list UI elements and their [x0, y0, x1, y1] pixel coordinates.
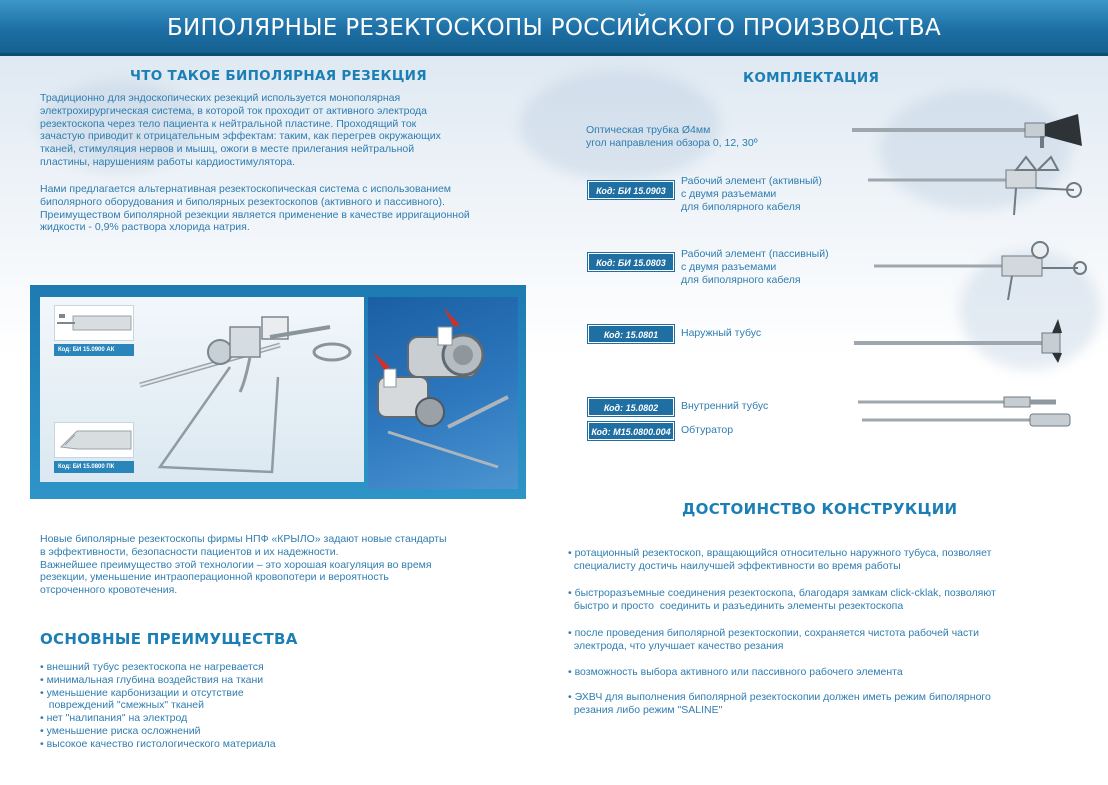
outer-sheath-illustration — [852, 315, 1082, 365]
kit-item-label — [681, 327, 761, 340]
kit-item-label — [681, 400, 768, 413]
kit-item-label — [681, 248, 829, 287]
text-line: Оптическая трубка Ø4мм — [586, 124, 711, 136]
kit-code-badge: Код: БИ 15.0803 — [588, 253, 674, 271]
advantages-heading: ОСНОВНЫЕ ПРЕИМУЩЕСТВА — [40, 630, 298, 648]
closeup-photo — [368, 297, 518, 489]
connector-closeup-illustration — [368, 297, 518, 489]
kit-code-badge: Код: 15.0801 — [588, 325, 674, 343]
what-is-paragraph-1 — [40, 92, 540, 169]
list-item: • уменьшение риска осложнений — [40, 724, 201, 737]
design-item — [568, 547, 1088, 573]
design-item — [568, 666, 1088, 679]
text-line: жидкости - 0,9% раствора хлорида натрия. — [40, 221, 250, 234]
active-element-thumbnail — [55, 306, 133, 340]
text-line: Новые биполярные резектоскопы фирмы НПФ «КРЫЛО» задают новые стандарты — [40, 533, 447, 545]
text-line: Рабочий элемент (активный) — [681, 175, 822, 187]
kit-item-label — [681, 424, 733, 437]
kit-code-badge: Код: 15.0802 — [588, 398, 674, 416]
thumbnail-active — [54, 305, 134, 341]
text-line: пластины, нарушениям работы кардиостимулятора. — [40, 155, 296, 168]
text-line: для биполярного кабеля — [681, 274, 801, 286]
design-item — [568, 627, 1088, 653]
text-line: • быстроразъемные соединения резектоскопа, благодаря замкам click-cklak, позволяют — [568, 587, 996, 599]
text-line: с двумя разъемами — [681, 188, 777, 200]
list-item: • минимальная глубина воздействия на ткани — [40, 673, 264, 686]
text-line: биполярного оборудования и биполярных резектоскопов (активного и пассивного). — [40, 195, 445, 208]
text-line: отсроченного кровотечения. — [40, 584, 178, 597]
what-is-paragraph-2 — [40, 183, 540, 234]
text-line: специалисту достичь наилучшей эффективности во время работы — [568, 559, 901, 572]
text-line: Важнейшее преимущество этой технологии – это хорошая коагуляция во время — [40, 558, 432, 571]
design-heading: ДОСТОИНСТВО КОНСТРУКЦИИ — [682, 500, 958, 518]
text-line: Внутренний тубус — [681, 400, 769, 412]
passive-element-illustration — [872, 238, 1092, 303]
list-item: • внешний тубус резектоскопа не нагревается — [40, 661, 264, 673]
list-item: • уменьшение карбонизации и отсутствие — [40, 686, 244, 699]
text-line: Нами предлагается альтернативная резектоскопическая система с использованием — [40, 183, 452, 195]
optic-label — [586, 124, 758, 150]
text-line: с двумя разъемами — [681, 261, 777, 273]
text-line: • ротационный резектоскоп, вращающийся относительно наружного тубуса, позволяет — [568, 547, 992, 559]
text-line: быстро и просто соединить и разъединить элементы резектоскопа — [568, 599, 904, 612]
page-title: БИПОЛЯРНЫЕ РЕЗЕКТОСКОПЫ РОССИЙСКОГО ПРОИЗВОДСТВА — [166, 15, 942, 41]
text-line: Рабочий элемент (пассивный) — [681, 248, 829, 260]
text-line: резектоскопа через тело пациента к нейтральной пластине. Проходящий ток — [40, 117, 417, 130]
passive-element-thumbnail — [55, 423, 133, 457]
text-line: резания либо режим "SALINE" — [568, 703, 723, 716]
text-line: Обтуратор — [681, 424, 734, 436]
thumbnail-passive — [54, 422, 134, 458]
active-element-illustration — [866, 155, 1086, 220]
kit-code-badge: Код: БИ 15.0903 — [588, 181, 674, 199]
design-item — [568, 587, 1088, 613]
text-line: Преимуществом биполярной резекции является применение в качестве ирригационной — [40, 208, 470, 221]
advantages-list — [40, 661, 440, 751]
text-line: тканей, стимуляция нервов и мышц, ожоги в месте прилегания нейтральной — [40, 143, 415, 156]
list-item: • высокое качество гистологического материала — [40, 737, 276, 750]
thumbnail-active-label: Код: БИ 15.0900 АК — [54, 344, 134, 356]
design-item — [568, 691, 1088, 717]
kit-heading: КОМПЛЕКТАЦИЯ — [743, 70, 880, 86]
inner-sheath-illustration — [856, 392, 1086, 412]
optic-tube-illustration — [850, 110, 1090, 150]
text-line: Традиционно для эндоскопических резекций используется монополярная — [40, 92, 401, 104]
text-line: в эффективности, безопасности пациентов и их надежности. — [40, 545, 339, 558]
text-line: • ЭХВЧ для выполнения биполярной резектоскопии должен иметь режим биполярного — [568, 691, 991, 703]
text-line: зачастую приводит к отрицательным эффектам: таким, как перегрев окружающих — [40, 130, 441, 143]
thumbnail-passive-label: Код: БИ 15.0800 ПК — [54, 461, 134, 473]
intro-paragraph — [40, 533, 540, 597]
text-line: электрода, что улучшает качество резания — [568, 639, 784, 652]
text-line: для биполярного кабеля — [681, 201, 801, 213]
text-line: Наружный тубус — [681, 327, 762, 339]
text-line: резекции, уменьшение интраоперационной кровопотери и вероятность — [40, 571, 389, 584]
what-is-heading: ЧТО ТАКОЕ БИПОЛЯРНАЯ РЕЗЕКЦИЯ — [130, 68, 427, 84]
text-line: • возможность выбора активного или пассивного рабочего элемента — [568, 666, 903, 678]
text-line: угол направления обзора 0, 12, 30º — [586, 137, 758, 149]
list-item: • нет "налипания" на электрод — [40, 712, 188, 725]
text-line: электрохирургическая система, в которой ток проходит от активного электрода — [40, 104, 428, 117]
text-line: • после проведения биполярной резектоскопии, сохраняется чистота рабочей части — [568, 627, 979, 639]
kit-item-label — [681, 175, 822, 214]
header-bar — [0, 0, 1108, 56]
kit-code-badge: Код: М15.0800.004 — [588, 422, 674, 440]
list-item: повреждений "смежных" тканей — [40, 699, 205, 712]
obturator-illustration — [860, 410, 1090, 430]
